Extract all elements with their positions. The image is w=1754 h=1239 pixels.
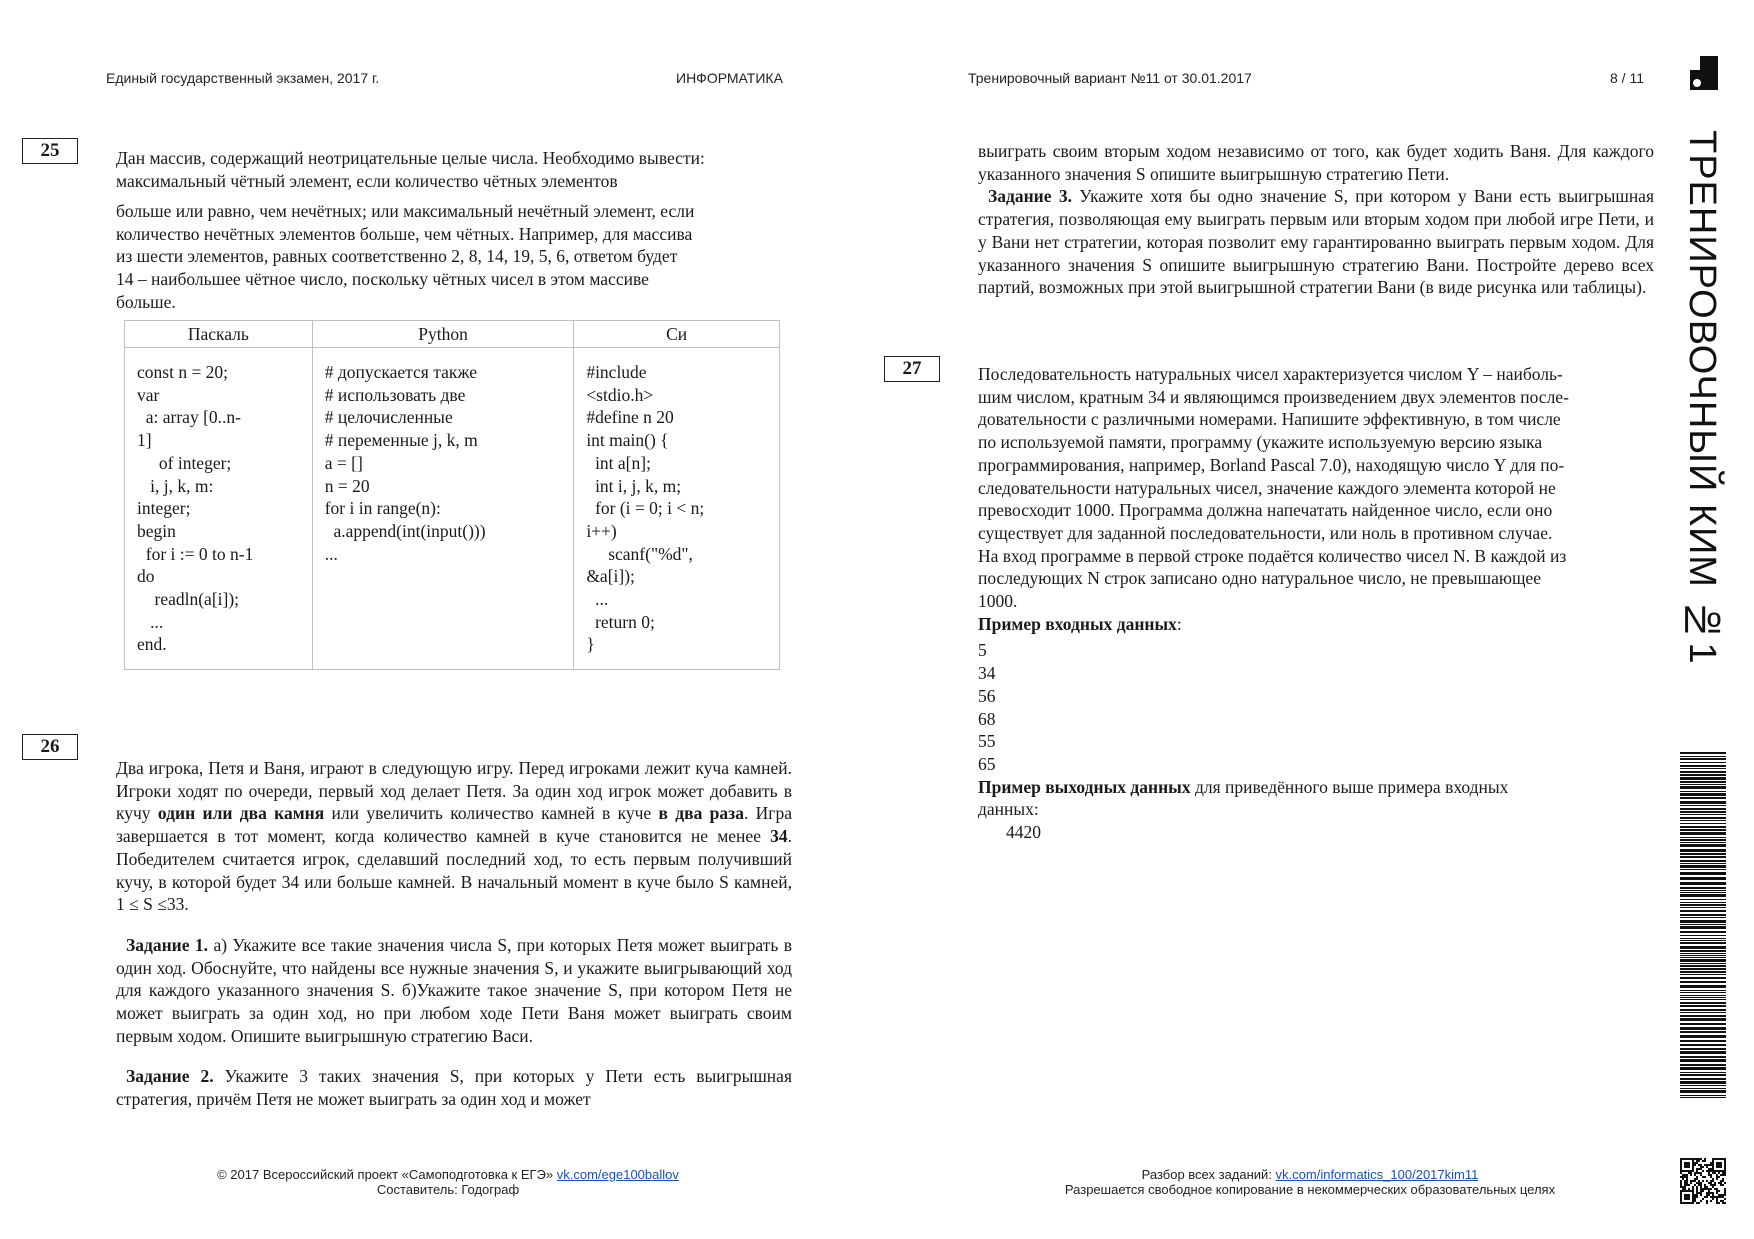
qr-code-icon (1680, 1158, 1726, 1204)
c-code-line: for (i = 0; i < n; (586, 498, 705, 519)
c-code-line: #include (586, 362, 647, 382)
task-25-line: максимальный чётный элемент, если количество чётных элементов (116, 170, 618, 191)
task-26-number: 26 (22, 734, 78, 760)
footer-right-line1 (1020, 1167, 1600, 1182)
python-code-line: n = 20 (324, 475, 370, 496)
input-example-heading (978, 613, 1654, 636)
pascal-code-line: end. (137, 634, 167, 655)
c-code-line: int i, j, k, m; (586, 475, 682, 496)
c-code-line: #define n 20 (586, 407, 674, 428)
c-code-line: &a[i]); (586, 566, 635, 587)
python-code-line: ... (324, 543, 338, 564)
input-example-value: 56 (978, 685, 996, 706)
c-code-line: <stdio.h> (586, 384, 654, 405)
assignment-label: Задание 2. (126, 1066, 214, 1087)
text-fragment: : (1176, 613, 1182, 634)
python-code-line: a.append(int(input())) (324, 520, 486, 541)
python-code-line: a = [] (324, 452, 363, 473)
task-25-text-cont (116, 200, 796, 314)
python-code-line: # переменные j, k, m (324, 430, 478, 451)
task-26-assignment-1 (116, 934, 792, 1048)
task-26-assignment-3 (978, 185, 1654, 299)
task-27-line: Последовательность натуральных чисел характеризуется числом Y – наиболь- (978, 364, 1563, 384)
task-27-line: по используемой памяти, программу (укажите используемую версию языка (978, 432, 1543, 453)
c-code-line: int a[n]; (586, 452, 651, 473)
text-fragment: для приведённого выше примера входных (1190, 776, 1509, 797)
task-26-paragraph: выиграть своим вторым ходом независимо от того, как будет ходить Ваня. Для каждого указанного значения S опишите выигрышную стратегию Пети. (978, 141, 1654, 184)
c-code-line: } (586, 634, 595, 655)
code-cell-python (312, 348, 574, 670)
text-fragment: Укажите хотя бы одно значение S, при котором у Вани есть выигрышная стратегия, позволяющая ему выиграть первым или вторым ходом при любой игре Пети, и у Вани нет стратегии, которая позволит ему гарантированно выиграть первым ходом. Для указанного значения S опишите выигрышную стратегию Вани. Постройте дерево всех партий, возможных при этой выигрышной стратегии Вани (в виде рисунка или таблицы). (978, 186, 1654, 298)
output-example-value: 4420 (1006, 822, 1041, 843)
pascal-code-line: a: array [0..n- (137, 407, 241, 428)
task-27-number: 27 (884, 356, 940, 382)
input-example-label: Пример входных данных (978, 613, 1177, 634)
python-code-line: # использовать две (324, 384, 466, 405)
output-example-label: Пример выходных данных (978, 776, 1191, 797)
output-example-heading-cont: данных: (978, 799, 1039, 820)
pascal-code-line: const n = 20; (137, 362, 229, 382)
c-code-line: ... (586, 589, 609, 610)
code-header-c: Си (574, 321, 780, 348)
python-code-line: for i in range(n): (324, 498, 441, 519)
task-25-text (116, 147, 796, 192)
task-27-line: программирования, например, Borland Pascal 7.0), находящую число Y для по- (978, 454, 1565, 475)
footer-analysis-label: Разбор всех заданий: (1141, 1167, 1276, 1182)
task-27-line: существует для заданной последовательности, или ноль в противном случае. (978, 522, 1553, 543)
footer-author: Составитель: Годограф (376, 1182, 520, 1197)
pascal-code-line: integer; (137, 498, 191, 519)
pascal-code-line: readln(a[i]); (137, 589, 240, 610)
task-26-continuation (978, 140, 1654, 299)
task-27-line: следовательности натуральных чисел, значение каждого элемента которой не (978, 477, 1556, 498)
header-subject: ИНФОРМАТИКА (676, 70, 783, 86)
task-27-line: довательности с различными номерами. Напишите эффективную, в том числе (978, 409, 1561, 430)
text-fragment: Два игрока, Петя и Ваня, играют в следующую игру. Перед игроками лежит куча камней. Игроки ходят по очереди, первый ход делает Петя. За один ход игрок может добавить в кучу (116, 758, 792, 824)
pascal-code-line: for i := 0 to n-1 (137, 543, 254, 564)
code-header-python: Python (312, 321, 574, 348)
task-25-line: из шести элементов, равных соответственно 2, 8, 14, 19, 5, 6, ответом будет (116, 246, 678, 267)
registration-mark-icon (1690, 56, 1718, 90)
task-26-assignment-2 (116, 1065, 792, 1110)
output-example-heading (978, 776, 1654, 799)
assignment-label: Задание 1. (126, 934, 209, 955)
pascal-code-line: 1] (137, 430, 152, 451)
task-27-line: 1000. (978, 591, 1018, 612)
task-25-line: больше. (116, 291, 176, 312)
text-fragment: или увеличить количество камней в куче (324, 803, 659, 824)
assignment-label: Задание 3. (988, 186, 1072, 207)
task-27-line: последующих N строк записано одно натуральное число, не превышающее (978, 568, 1541, 589)
code-cell-c (574, 348, 780, 670)
footer-left-line1 (188, 1167, 708, 1182)
footer-left (188, 1167, 708, 1197)
c-code-line: i++) (586, 520, 617, 541)
footer-link-ege100ballov[interactable]: vk.com/ege100ballov (556, 1167, 679, 1182)
footer-link-informatics[interactable]: vk.com/informatics_100/2017kim11 (1275, 1167, 1479, 1182)
task-25-line: 14 – наибольшее чётное число, поскольку чётных чисел в этом массиве (116, 269, 649, 290)
input-example-value: 68 (978, 708, 996, 729)
task-25-line: больше или равно, чем нечётных; или максимальный нечётный элемент, если (116, 201, 695, 221)
task-25-line: количество нечётных элементов больше, чем чётных. Например, для массива (116, 223, 693, 244)
text-fragment: . Игра завершается в тот момент, когда количество камней в куче становится не менее (116, 803, 792, 847)
code-table (124, 320, 780, 670)
c-code-line: return 0; (586, 611, 655, 632)
task-27-line: шим числом, кратным 34 и являющимся произведением двух элементов после- (978, 386, 1569, 407)
text-bold: 34 (770, 826, 788, 847)
text-bold: один или два камня (157, 803, 325, 824)
pascal-code-line: var (137, 384, 160, 405)
task-26-paragraph (116, 757, 792, 916)
task-27-body (978, 363, 1654, 613)
text-fragment: . Победителем считается игрок, сделавший последний ход, то есть первым получивший кучу, в которой будет 34 или больше камней. В начальный момент в куче было S камней, 1 ≤ S ≤33. (116, 826, 792, 915)
input-example-value: 55 (978, 731, 996, 752)
pascal-code-line: begin (137, 520, 176, 541)
c-code-line: scanf("%d", (586, 543, 693, 564)
footer-license: Разрешается свободное копирование в некоммерческих образовательных целях (1064, 1182, 1556, 1197)
footer-copyright: © 2017 Всероссийский проект «Самоподготовка к ЕГЭ» (217, 1167, 557, 1182)
task-27-line: превосходит 1000. Программа должна напечатать найденное число, если оно (978, 500, 1553, 521)
task-27-line: На вход программе в первой строке подаётся количество чисел N. В каждой из (978, 545, 1567, 566)
text-fragment: а) Укажите все такие значения числа S, при которых Петя может выиграть в один ход. Обоснуйте, что найдены все нужные значения S, и укажите выигрывающий ход для каждого указанного значения S. б)Укажите такое значение S, при котором Петя не может выиграть за один ход, но при любом ходе Пети Ваня может выиграть своим первым ходом. Опишите выигрышную стратегию Васи. (116, 934, 792, 1046)
input-example-value: 65 (978, 753, 996, 774)
pascal-code-line: do (137, 566, 155, 587)
c-code-line: int main() { (586, 430, 669, 451)
python-code-line: # целочисленные (324, 407, 453, 428)
input-example-values (978, 639, 1654, 775)
input-example-value: 34 (978, 663, 996, 684)
task-27-text (978, 363, 1654, 844)
code-header-pascal: Паскаль (125, 321, 313, 348)
header-page-number: 8 / 11 (1610, 70, 1644, 86)
task-25-line: Дан массив, содержащий неотрицательные целые числа. Необходимо вывести: (116, 148, 705, 168)
text-fragment: Укажите 3 таких значения S, при которых у Пети есть выигрышная стратегия, причём Петя не может выиграть за один ход и может (116, 1066, 792, 1110)
input-example-value: 5 (978, 640, 987, 661)
header-variant: Тренировочный вариант №11 от 30.01.2017 (968, 70, 1252, 86)
side-title: ТРЕНИРОВОЧНЫЙ КИМ №1 (1681, 130, 1723, 665)
pascal-code-line: of integer; (137, 452, 232, 473)
pascal-code-line: ... (137, 611, 164, 632)
python-code-line: # допускается также (324, 362, 477, 382)
text-bold: в два раза (658, 803, 744, 824)
task-26-text (116, 757, 792, 1111)
footer-right (1020, 1167, 1600, 1197)
task-25-number: 25 (22, 138, 78, 164)
pascal-code-line: i, j, k, m: (137, 475, 214, 496)
code-cell-pascal (125, 348, 313, 670)
header-exam-title: Единый государственный экзамен, 2017 г. (106, 70, 380, 86)
barcode-icon (1680, 752, 1726, 1100)
